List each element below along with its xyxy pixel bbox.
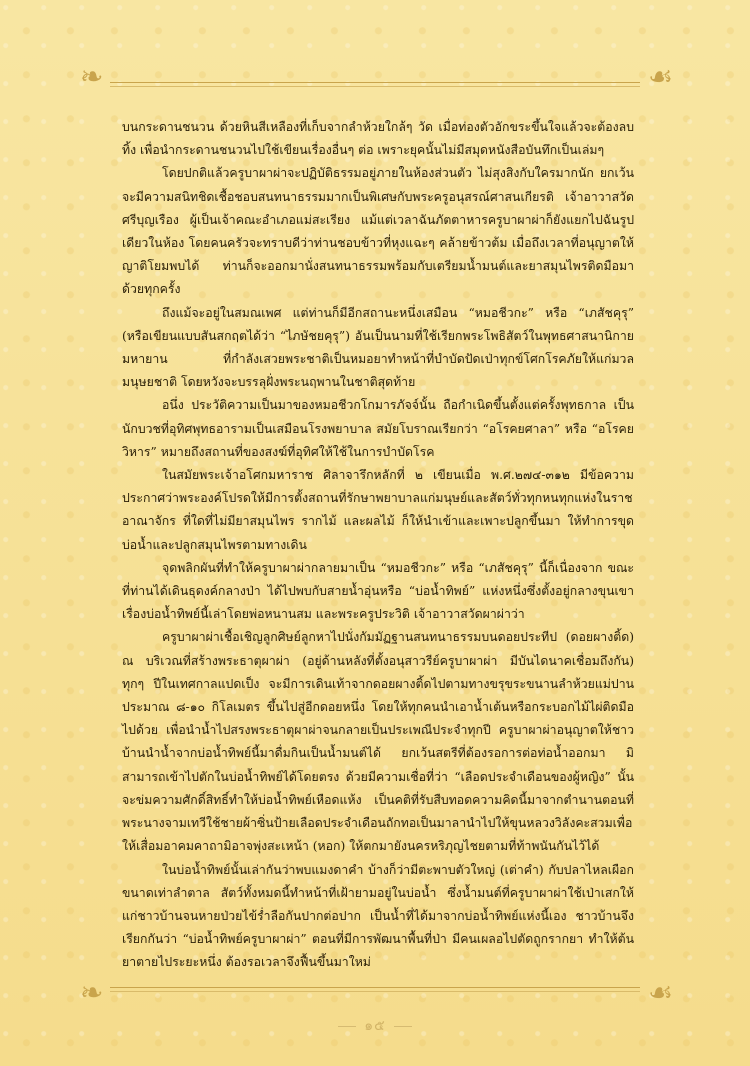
paragraph: ในบ่อน้ำทิพย์นั้นเล่ากันว่าพบแมงดาคำ บ้างก็ว่ามีตะพาบตัวใหญ่ (เต่าคำ) กับปลาไหลเผือกขนาดเท่าลำตาล สัตว์ทั้งหมดนี้ทำหน้าที่เฝ้ายามอยู่ในบ่อน้ำ ซึ่งน้ำมนต์ที่ครูบาผาผ่าใช้เป่าเสกให้แก่ชาวบ้านจนหายป่วยไข้ร่ำลือกันปากต่อปาก เป็นน้ำที่ได้มาจากบ่อน้ำทิพย์แห่งนี้เอง ชาวบ้านจึงเรียกกันว่า “บ่อน้ำทิพย์ครูบาผาผ่า” ตอนที่มีการพัฒนาพื้นที่ป่า มีคนเผลอไปตัดถูกรากยา ทำให้ต้นยาตายไประยะหนึ่ง ต้องรอเวลาจึงฟื้นขึ้นมาใหม่	[122, 862, 634, 970]
corner-ornament-icon: ☙	[648, 60, 674, 93]
corner-ornament-icon: ❧	[80, 60, 104, 93]
frame-top-border	[110, 82, 640, 83]
corner-ornament-icon: ❧	[80, 976, 104, 1009]
paragraph: ครูบาผาผ่าเชื้อเชิญลูกศิษย์ลูกหาไปนั่งกัมมัฏฐานสนทนาธรรมบนดอยประทีป (ดอยผางติ้ด) ณ บริเวณที่สร้างพระธาตุผาผ่า (อยู่ด้านหลังที่ตั้งอนุสาวรีย์ครูบาผาผ่า มีบันไดนาคเชื่อมถึงกัน) ทุกๆ ปีในเทศกาลแปดเป็ง จะมีการเดินเท้าจากดอยผางติ้ดไปตามทางขรุขระขนานลำห้วยแม่ปานประมาณ ๘-๑๐ กิโลเมตร ขึ้นไปสู่อีกดอยหนึ่ง โดยให้ทุกคนนำเอาน้ำเต้นหรือกระบอกไม้ไผ่ติดมือไปด้วย เพื่อนำน้ำไปสรงพระธาตุผาผ่าจนกลายเป็นประเพณีประจำทุกปี ครูบาผาผ่าอนุญาตให้ชาวบ้านนำน้ำจากบ่อน้ำทิพย์นี้มาดื่มกินเป็นน้ำมนต์ได้ ยกเว้นสตรีที่ต้องรอการต่อท่อน้ำออกมา มิสามารถเข้าไปตักในบ่อน้ำทิพย์ได้โดยตรง ด้วยมีความเชื่อที่ว่า “เลือดประจำเดือนของผู้หญิง” นั้นจะข่มความศักดิ์สิทธิ์ทำให้บ่อน้ำทิพย์เหือดแห้ง เป็นคติที่รับสืบทอดความคิดนี้มาจากตำนานตอนที่พระนางจามเทวีใช้ชายผ้าซิ่นป้ายเลือดประจำเดือนถักทอเป็นมาลานำไปให้ขุนหลวงวิลังคะสวมเพื่อให้เสื่อมอาคมคาถามิอาจพุ่งสะเหน้า (หอก) ให้ตกมายังนครหริภุญไชยตามที่ท้าพนันกันไว้ได้	[122, 630, 634, 854]
paragraph: จุดพลิกผันที่ทำให้ครูบาผาผ่ากลายมาเป็น “หมอชีวกะ” หรือ “เภสัชคุรุ” นี้ก็เนื่องจาก ขณะที่ท่านได้เดินธุดงค์กลางป่า ได้ไปพบกับสายน้ำอุ่นหรือ “บ่อน้ำทิพย์” แห่งหนึ่งซึ่งตั้งอยู่กลางขุนเขา เรื่องบ่อน้ำทิพย์นี้เล่าโดยพ่อหนานสม และพระครูประวิติ เจ้าอาวาสวัดผาผ่าว่า	[122, 560, 634, 622]
paragraph: อนึ่ง ประวัติความเป็นมาของหมอชีวกโกมารภัจจ์นั้น ถือกำเนิดขึ้นตั้งแต่ครั้งพุทธกาล เป็นนักบวชที่อุทิศพุทธอารามเป็นเสมือนโรงพยาบาล สมัยโบราณเรียกว่า “อโรคยศาลา” หรือ “อโรคยวิหาร” หมายถึงสถานที่ของสงฆ์ที่อุทิศให้ใช้ในการบำบัดโรค	[122, 398, 634, 459]
paragraph: ในสมัยพระเจ้าอโศกมหาราช ศิลาจารึกหลักที่ ๒ เขียนเมื่อ พ.ศ.๒๗๔-๓๑๒ มีข้อความประกาศว่าพระองค์โปรดให้มีการตั้งสถานที่รักษาพยาบาลแก่มนุษย์และสัตว์ทั่วทุกหนทุกแห่งในราชอาณาจักร ที่ใดที่ไม่มียาสมุนไพร รากไม้ และผลไม้ ก็ให้นำเข้าและเพาะปลูกขึ้นมา ให้ทำการขุดบ่อน้ำและปลูกสมุนไพรตามทางเดิน	[122, 468, 634, 552]
paragraph: โดยปกติแล้วครูบาผาผ่าจะปฏิบัติธรรมอยู่ภายในห้องส่วนตัว ไม่สุงสิงกับใครมากนัก ยกเว้นจะมีความสนิทชิดเชื้อชอบสนทนาธรรมมากเป็นพิเศษกับพระครูอนุสรณ์ศาสนเกียรติ เจ้าอาวาสวัดศรีบุญเรือง ผู้เป็นเจ้าคณะอำเภอแม่สะเรียง แม้แต่เวลาฉันภัตตาหารครูบาผาผ่าก็ยังแยกไปฉันรูปเดียวในห้อง โดยคนครัวจะทราบดีว่าท่านชอบข้าวที่หุงแฉะๆ คล้ายข้าวต้ม เมื่อถึงเวลาที่อนุญาตให้ญาติโยมพบได้ ท่านก็จะออกมานั่งสนทนาธรรมพร้อมกับเตรียมน้ำมนต์และยาสมุนไพรติดมือมาด้วยทุกครั้ง	[122, 166, 634, 297]
page-number: ๑๕	[0, 1015, 750, 1037]
frame-bottom-border	[110, 987, 640, 988]
corner-ornament-icon: ☙	[648, 976, 674, 1009]
body-text	[122, 116, 634, 970]
paragraph: บนกระดานชนวน ด้วยหินสีเหลืองที่เก็บจากลำห้วยใกล้ๆ วัด เมื่อท่องตัวอักขระขึ้นใจแล้วจะต้องลบทิ้ง เพื่อนำกระดานชนวนไปใช้เขียนเรื่องอื่นๆ ต่อ เพราะยุคนั้นไม่มีสมุดหนังสือบันทึกเป็นเล่มๆ	[122, 120, 634, 158]
paragraph: ถึงแม้จะอยู่ในสมณเพศ แต่ท่านก็มีอีกสถานะหนึ่งเสมือน “หมอชีวกะ” หรือ “เภสัชคุรุ” (หรือเขียนแบบสันสกฤตได้ว่า “ไภษัชยคุรุ”) อันเป็นนามที่ใช้เรียกพระโพธิสัตว์ในพุทธศาสนานิกายมหายาน ที่กำลังเสวยพระชาติเป็นหมอยาทำหน้าที่บำบัดปัดเป่าทุกข์โศกโรคภัยให้แก่มวลมนุษยชาติ โดยหวังจะบรรลุฝั่งพระนฤพานในชาติสุดท้าย	[122, 305, 634, 390]
